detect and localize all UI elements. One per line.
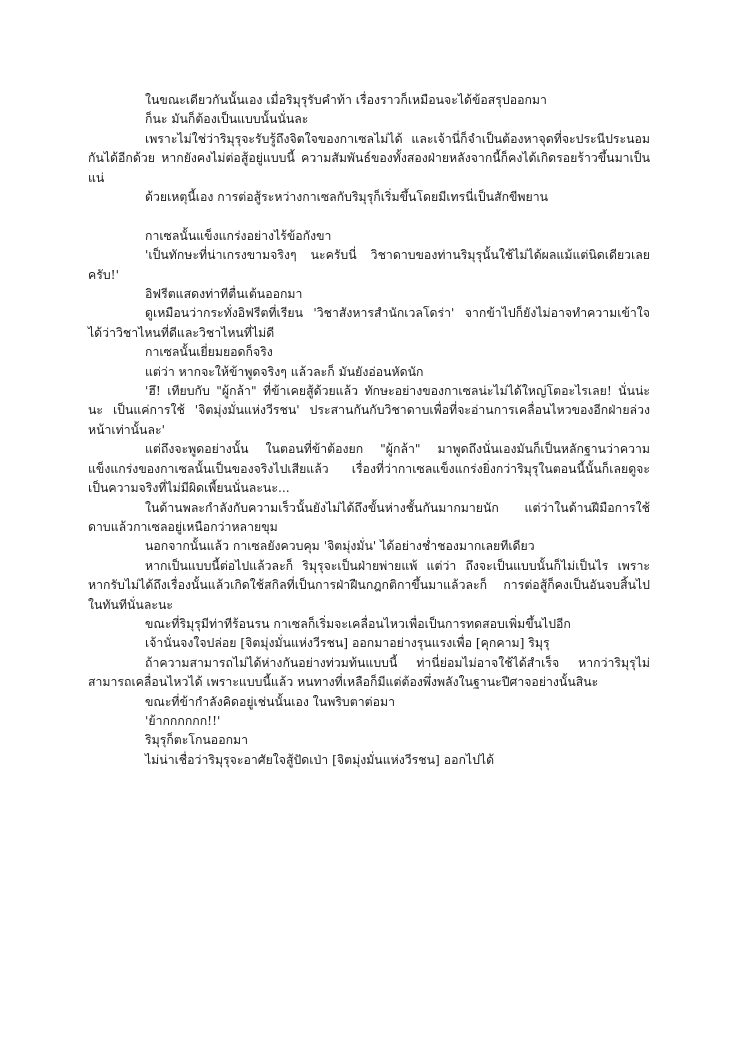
paragraph: นอกจากนั้นแล้ว กาเซลยังควบคุม 'จิตมุ่งมั่น' ได้อย่างช่ำชองมากเลยทีเดียว — [145, 539, 535, 554]
paragraph: แต่ว่า หากจะให้ข้าพูดจริงๆ แล้วละก็ มันยังอ่อนหัดนัก — [145, 364, 424, 379]
paragraph: ขณะที่ข้ากำลังคิดอยู่เช่นนั้นเอง ในพริบตาต่อมา — [145, 694, 395, 709]
paragraph: แต่ถึงจะพูดอย่างนั้น ในตอนที่ข้าต้องยก "ผู้กล้า" มาพูดถึงนั่นเองมันก็เป็นหลักฐานว่าความแข็งแกร่งของกาเซลนั้นเป็นของจริงไปเสียแล้ว เรื่องที่ว่ากาเซลแข็งแกร่งยิ่งกว่าริมุรุในตอนนี้นั้นก็เลยดูจะเป็นความจริงที่ไม่มีผิดเพี้ยนนั่นละนะ... — [88, 442, 650, 496]
paragraph: กาเซลนั้นแข็งแกร่งอย่างไร้ข้อกังขา — [145, 228, 332, 243]
paragraph: ก็นะ มันก็ต้องเป็นแบบนั้นนั่นละ — [145, 112, 309, 127]
paragraph: ริมุรุก็ตะโกนออกมา — [145, 733, 249, 748]
paragraph: 'ย้ากกกกกก!!' — [145, 713, 221, 728]
paragraph: 'เป็นทักษะที่น่าเกรงขามจริงๆ นะครับนี่ วิชาดาบของท่านริมุรุนั้นใช้ไม่ได้ผลแม้แต่นิดเดียวเลยครับ!' — [88, 248, 650, 282]
paragraph: เจ้านั่นจงใจปล่อย [จิตมุ่งมั่นแห่งวีรชน] ออกมาอย่างรุนแรงเพื่อ [คุกคาม] ริมุรุ — [145, 636, 550, 651]
paragraph: หากเป็นแบบนี้ต่อไปแล้วละก็ ริมุรุจะเป็นฝ่ายพ่ายแพ้ แต่ว่า ถึงจะเป็นแบบนั้นก็ไม่เป็นไร เพราะหากรับไม่ได้ถึงเรื่องนั้นแล้วเกิดใช้สกิลที่เป็นการฝ่าฝืนกฎกติกาขึ้นมาแล้วละก็ การต่อสู้ก็คงเป็นอันจบสิ้นไปในทันทีนั่นละนะ — [88, 558, 650, 612]
paragraph: ถ้าความสามารถไม่ได้ห่างกันอย่างท่วมท้นแบบนี้ ท่านี่ย่อมไม่อาจใช้ได้สำเร็จ หากว่าริมุรุไม่สามารถเคลื่อนไหวได้ เพราะแบบนี้แล้ว หนทางที่เหลือก็มีแต่ต้องพึ่งพลังในฐานะปีศาจอย่างนั้นสินะ — [88, 655, 650, 690]
paragraph: เพราะไม่ใช่ว่าริมุรุจะรับรู้ถึงจิตใจของกาเซลไม่ได้ และเจ้านี่ก็จำเป็นต้องหาจุดที่จะประนีประนอมกันได้อีกด้วย หากยังคงไม่ต่อสู้อยู่แบบนี้ ความสัมพันธ์ของทั้งสองฝ่ายหลังจากนี้ก็คงได้เกิดรอยร้าวขึ้นมาเป็นแน่ — [88, 131, 650, 185]
blank-line — [88, 207, 650, 226]
paragraph: ในขณะเดียวกันนั้นเอง เมื่อริมุรุรับคำท้า เรื่องราวก็เหมือนจะได้ข้อสรุปออกมา — [145, 93, 547, 107]
paragraph: ดูเหมือนว่ากระทั่งอิฟรีตที่เรียน 'วิชาสังหารสำนักเวลโดร่า' จากข้าไปก็ยังไม่อาจทำความเข้าใจได้ว่าวิชาไหนที่ดีและวิชาไหนที่ไม่ดี — [88, 306, 650, 340]
paragraph: กาเซลนั้นเยี่ยมยอดก็จริง — [145, 345, 273, 360]
paragraph: อิฟรีตแสดงท่าทีตื่นเต้นออกมา — [145, 287, 303, 302]
paragraph: 'ฮึ! เทียบกับ "ผู้กล้า" ที่ข้าเคยสู้ด้วยแล้ว ทักษะอย่างของกาเซลน่ะไม่ได้ใหญ่โตอะไรเลย! นั่นน่ะนะ เป็นแค่การใช้ 'จิตมุ่งมั่นแห่งวีรชน' ประสานกันกับวิชาดาบเพื่อที่จะอ่านการเคลื่อนไหวของอีกฝ่ายล่วงหน้าเท่านั้นละ' — [88, 384, 650, 437]
paragraph: ขณะที่ริมุรุมีท่าทีร้อนรน กาเซลก็เริ่มจะเคลื่อนไหวเพื่อเป็นการทดสอบเพิ่มขึ้นไปอีก — [145, 616, 571, 631]
document-body — [88, 91, 650, 770]
paragraph: ไม่น่าเชื่อว่าริมุรุจะอาศัยใจสู้ปัดเป่า [จิตมุ่งมั่นแห่งวีรชน] ออกไปได้ — [145, 752, 495, 767]
paragraph: ด้วยเหตุนี้เอง การต่อสู้ระหว่างกาเซลกับริมุรุก็เริ่มขึ้นโดยมีเทรนี่เป็นสักขีพยาน — [145, 190, 549, 205]
paragraph: ในด้านพละกำลังกับความเร็วนั้นยังไม่ได้ถึงขั้นห่างชั้นกันมากมายนัก แต่ว่าในด้านฝีมือการใช้ดาบแล้วกาเซลอยู่เหนือกว่าหลายขุม — [88, 500, 650, 534]
